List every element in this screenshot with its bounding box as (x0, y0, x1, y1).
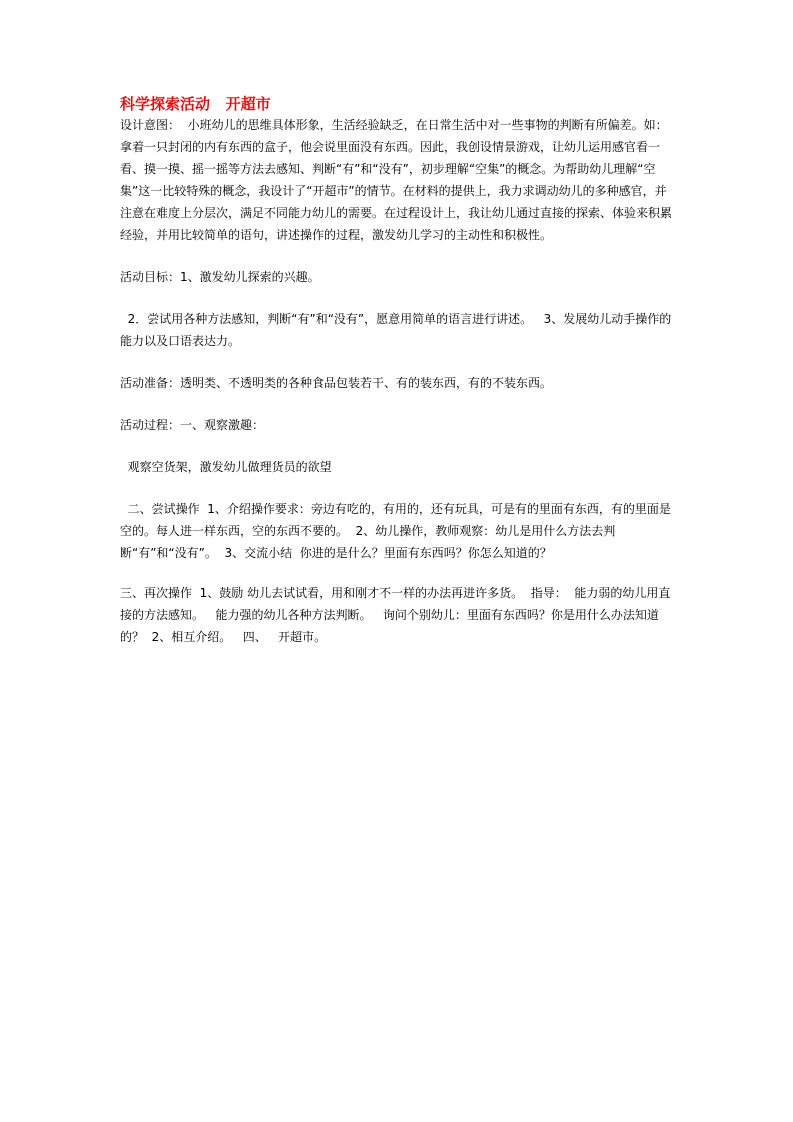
observe-shelf-paragraph: 观察空货架，激发幼儿做理货员的欲望 (120, 460, 332, 474)
activity-process-paragraph: 活动过程：一、观察激趣： (120, 418, 265, 432)
design-intent-paragraph: 设计意图： 小班幼儿的思维具体形象，生活经验缺乏，在日常生活中对一些事物的判断有所偏差。如：拿着一只封闭的内有东西的盒子，他会说里面没有东西。因此，我创设情景游戏，让幼儿运用感官看一看、摸一摸、摇一摇等方法去感知、判断“有”和“没有”，初步理解“空集”的概念。为帮助幼儿理解“空集”这一比较特殊的概念，我设计了“开超市”的情节。在材料的提供上，我力求调动幼儿的多种感官，并注意在难度上分层次，满足不同能力幼儿的需要。在过程设计上，我让幼儿通过直接的探索、体验来积累经验，并用比较简单的语句，讲述操作的过程，激发幼儿学习的主动性和积极性。 (120, 118, 673, 242)
document-body (120, 94, 673, 648)
activity-preparation-paragraph: 活动准备：透明类、不透明类的各种食品包装若干、有的装东西，有的不装东西。 (120, 376, 553, 390)
activity-goal-continued-paragraph: 2．尝试用各种方法感知，判断“有”和“没有”，愿意用简单的语言进行讲述。 3、发展幼儿动手操作的能力以及口语表达力。 (120, 312, 672, 348)
activity-goal-paragraph: 活动目标：1、激发幼儿探索的兴趣。 (120, 270, 320, 284)
document-title: 科学探索活动 开超市 (120, 95, 271, 113)
operate-again-paragraph: 三、再次操作 1、鼓励 幼儿去试试看，用和刚才不一样的办法再进许多货。 指导： 能力弱的幼儿用直接的方法感知。 能力强的幼儿各种方法判断。 询问个别幼儿：里面有东西吗？你是用什么办法知道的？ 2、相互介绍。 四、 开超市。 (120, 586, 671, 644)
try-operation-paragraph: 二、尝试操作 1、介绍操作要求：旁边有吃的，有用的，还有玩具，可是有的里面有东西，有的里面是空的。每人进一样东西，空的东西不要的。 2、幼儿操作，教师观察：幼儿是用什么方法去判断“有”和“没有”。 3、交流小结 你进的是什么？里面有东西吗？你怎么知道的？ (120, 502, 671, 560)
